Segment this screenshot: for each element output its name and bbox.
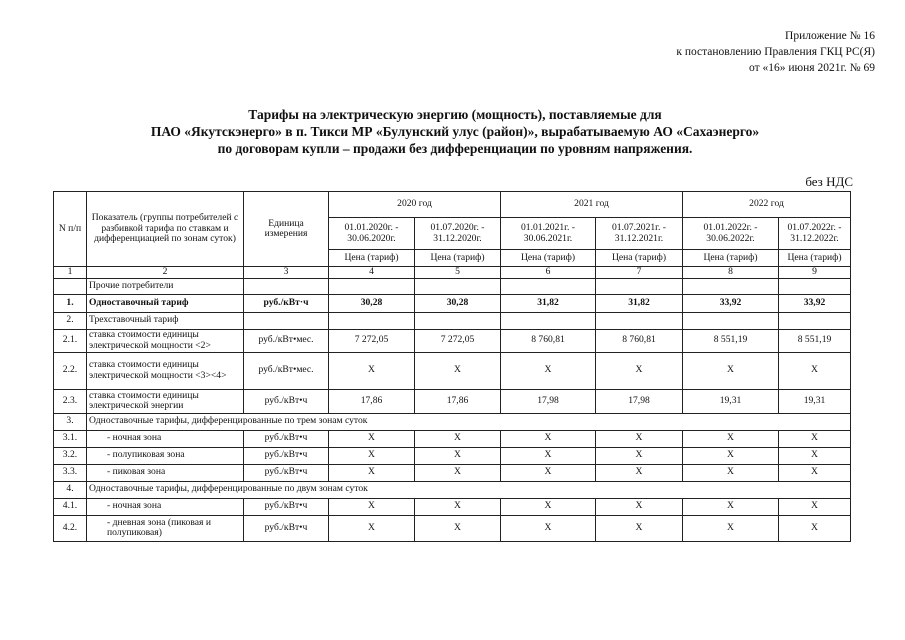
row-value: X	[779, 515, 851, 541]
header-year: 2021 год	[501, 192, 683, 218]
col-number: 3	[244, 267, 329, 279]
row-number: 2.	[54, 312, 87, 329]
row-label: Трехставочный тариф	[87, 312, 244, 329]
row-value: X	[683, 430, 779, 447]
row-label: Прочие потребители	[87, 278, 244, 294]
header-price: Цена (тариф)	[596, 250, 683, 267]
header-period: 01.07.2020г. - 31.12.2020г.	[415, 218, 501, 250]
row-value: X	[596, 515, 683, 541]
col-number: 4	[329, 267, 415, 279]
row-value: 8 760,81	[596, 329, 683, 352]
header-year: 2020 год	[329, 192, 501, 218]
appendix-line: к постановлению Правления ГКЦ РС(Я)	[676, 46, 875, 58]
row-value: 8 551,19	[779, 329, 851, 352]
title-line: Тарифы на электрическую энергию (мощность), поставляемые для	[248, 107, 662, 122]
row-value: X	[329, 515, 415, 541]
row-value: 8 760,81	[501, 329, 596, 352]
table-row	[54, 413, 851, 430]
row-value: 31,82	[596, 294, 683, 312]
appendix-note	[676, 28, 875, 76]
row-number: 2.3.	[54, 389, 87, 413]
header-price: Цена (тариф)	[415, 250, 501, 267]
row-unit: руб./кВт•ч	[244, 447, 329, 464]
row-value: X	[415, 447, 501, 464]
row-value: X	[779, 447, 851, 464]
row-value: X	[683, 464, 779, 481]
row-label: Одноставочные тарифы, дифференцированные по двум зонам суток	[87, 481, 851, 498]
row-number: 2.2.	[54, 352, 87, 389]
row-value: X	[596, 498, 683, 515]
row-label: ставка стоимости единицы электрической энергии	[87, 389, 244, 413]
table-row	[54, 329, 851, 352]
table-row	[54, 389, 851, 413]
header-price: Цена (тариф)	[683, 250, 779, 267]
row-value: X	[683, 352, 779, 389]
row-value: 17,98	[501, 389, 596, 413]
row-unit: руб./кВт·ч	[244, 294, 329, 312]
row-unit: руб./кВт•мес.	[244, 352, 329, 389]
row-value: X	[596, 464, 683, 481]
row-value: X	[415, 498, 501, 515]
table-row	[54, 515, 851, 541]
appendix-line: Приложение № 16	[785, 30, 875, 42]
row-label: - полупиковая зона	[87, 447, 244, 464]
row-value: X	[683, 515, 779, 541]
row-value: X	[415, 352, 501, 389]
header-period: 01.01.2022г. - 30.06.2022г.	[683, 218, 779, 250]
row-value: 33,92	[683, 294, 779, 312]
row-value: X	[501, 447, 596, 464]
header-period: 01.01.2021г. - 30.06.2021г.	[501, 218, 596, 250]
header-price: Цена (тариф)	[501, 250, 596, 267]
row-number: 4.	[54, 481, 87, 498]
row-number: 3.3.	[54, 464, 87, 481]
row-value: 19,31	[779, 389, 851, 413]
table-row	[54, 498, 851, 515]
row-value: 19,31	[683, 389, 779, 413]
vat-note: без НДС	[805, 174, 853, 189]
row-value: X	[683, 498, 779, 515]
header-price: Цена (тариф)	[779, 250, 851, 267]
row-label: - ночная зона	[87, 430, 244, 447]
table-row	[54, 447, 851, 464]
row-value: 8 551,19	[683, 329, 779, 352]
row-value: X	[779, 464, 851, 481]
table-row	[54, 352, 851, 389]
row-label: - дневная зона (пиковая и полупиковая)	[87, 515, 244, 541]
table-row	[54, 312, 851, 329]
row-value: X	[501, 498, 596, 515]
row-value: X	[501, 515, 596, 541]
document-title	[60, 106, 850, 157]
row-value: X	[596, 430, 683, 447]
row-value: X	[329, 352, 415, 389]
row-value: X	[596, 352, 683, 389]
row-unit: руб./кВт•ч	[244, 430, 329, 447]
row-unit: руб./кВт•мес.	[244, 329, 329, 352]
row-value: X	[329, 498, 415, 515]
row-unit: руб./кВт•ч	[244, 498, 329, 515]
row-number: 3.1.	[54, 430, 87, 447]
row-value: 7 272,05	[329, 329, 415, 352]
col-number: 1	[54, 267, 87, 279]
row-label: - пиковая зона	[87, 464, 244, 481]
row-number: 2.1.	[54, 329, 87, 352]
row-value: 31,82	[501, 294, 596, 312]
row-value: X	[596, 447, 683, 464]
row-value: X	[329, 464, 415, 481]
col-number: 7	[596, 267, 683, 279]
row-value: X	[683, 447, 779, 464]
header-np: N п/п	[54, 192, 87, 267]
row-value: X	[329, 447, 415, 464]
column-numbers-row	[54, 267, 851, 279]
row-value: 17,98	[596, 389, 683, 413]
row-label: - ночная зона	[87, 498, 244, 515]
row-value: X	[415, 515, 501, 541]
row-unit: руб./кВт•ч	[244, 389, 329, 413]
row-number: 4.2.	[54, 515, 87, 541]
header-period: 01.01.2020г. - 30.06.2020г.	[329, 218, 415, 250]
col-number: 2	[87, 267, 244, 279]
tariff-table	[53, 191, 851, 542]
row-label: ставка стоимости единицы электрической мощности <3><4>	[87, 352, 244, 389]
row-number: 3.	[54, 413, 87, 430]
row-value: X	[415, 464, 501, 481]
title-line: по договорам купли – продажи без дифференциации по уровням напряжения.	[217, 141, 693, 156]
row-label: Одноставочные тарифы, дифференцированные по трем зонам суток	[87, 413, 851, 430]
header-indicator: Показатель (группы потребителей с разбивкой тарифа по ставкам и дифференциацией по зонам суток)	[87, 192, 244, 267]
row-value: 17,86	[329, 389, 415, 413]
row-value: 30,28	[415, 294, 501, 312]
row-value: 17,86	[415, 389, 501, 413]
table-row	[54, 294, 851, 312]
row-number: 4.1.	[54, 498, 87, 515]
row-value: X	[779, 430, 851, 447]
header-price: Цена (тариф)	[329, 250, 415, 267]
header-year: 2022 год	[683, 192, 851, 218]
header-period: 01.07.2022г. - 31.12.2022г.	[779, 218, 851, 250]
table-row	[54, 464, 851, 481]
row-value: X	[501, 430, 596, 447]
header-period: 01.07.2021г. - 31.12.2021г.	[596, 218, 683, 250]
col-number: 6	[501, 267, 596, 279]
row-label: ставка стоимости единицы электрической мощности <2>	[87, 329, 244, 352]
row-value: X	[501, 464, 596, 481]
row-value: X	[779, 352, 851, 389]
row-label: Одноставочный тариф	[87, 294, 244, 312]
table-row	[54, 430, 851, 447]
row-number: 1.	[54, 294, 87, 312]
row-value: 7 272,05	[415, 329, 501, 352]
row-value: 33,92	[779, 294, 851, 312]
row-number: 3.2.	[54, 447, 87, 464]
col-number: 5	[415, 267, 501, 279]
row-value: X	[415, 430, 501, 447]
col-number: 8	[683, 267, 779, 279]
appendix-line: от «16» июня 2021г. № 69	[749, 62, 875, 74]
col-number: 9	[779, 267, 851, 279]
row-value: X	[779, 498, 851, 515]
row-value: 30,28	[329, 294, 415, 312]
header-unit: Единица измерения	[244, 192, 329, 267]
row-value: X	[501, 352, 596, 389]
table-row	[54, 481, 851, 498]
table-row	[54, 278, 851, 294]
row-unit: руб./кВт•ч	[244, 515, 329, 541]
row-value: X	[329, 430, 415, 447]
row-unit: руб./кВт•ч	[244, 464, 329, 481]
title-line: ПАО «Якутскэнерго» в п. Тикси МР «Булунский улус (район)», вырабатываемую АО «Сахаэнерго»	[150, 124, 760, 139]
